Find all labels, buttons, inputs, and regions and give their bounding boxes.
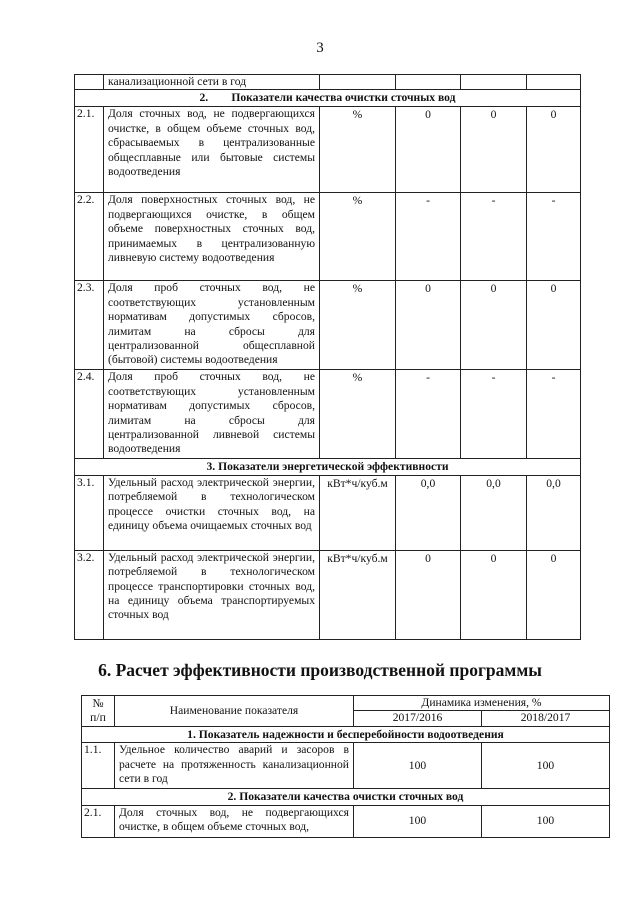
row-number-cell: 3.1. — [75, 475, 104, 550]
indicator-name-cell: Доля проб сточных вод, не соответствующих установленным нормативам допустимых сбросов, лимитам на сбросы для централизованной общесплавной (бытовой) системы водоотведения — [104, 281, 320, 370]
unit-cell: % — [320, 370, 396, 459]
value-cell — [527, 75, 581, 90]
table-row — [75, 193, 581, 281]
value-cell: 100 — [482, 743, 610, 789]
column-header-year: 2017/2016 — [354, 711, 482, 726]
table-row — [82, 805, 610, 837]
indicator-name-cell: Доля сточных вод, не подвергающихся очистке, в общем объеме сточных вод, сбрасываемых в централизованные общесплавные или бытовые системы водоотведения — [104, 107, 320, 193]
value-cell: - — [461, 370, 527, 459]
indicator-name-cell: Удельный расход электрической энергии, потребляемой в технологическом процессе транспортировки сточных вод, на единицу объема транспортируемых сточных вод — [104, 550, 320, 639]
value-cell: - — [527, 370, 581, 459]
section-header-row — [82, 726, 610, 742]
unit-cell: кВт*ч/куб.м — [320, 475, 396, 550]
value-cell: - — [396, 370, 461, 459]
table-row — [82, 743, 610, 789]
indicator-name-cell: Удельное количество аварий и засоров в расчете на протяженность канализационной сети в год — [115, 743, 354, 789]
unit-cell — [320, 75, 396, 90]
column-header-number: № п/п — [82, 696, 115, 727]
value-cell: 100 — [354, 743, 482, 789]
value-cell: 0 — [527, 550, 581, 639]
value-cell: - — [396, 193, 461, 281]
section-title: 2. Показатели качества очистки сточных вод — [75, 90, 581, 107]
table-row — [75, 281, 581, 370]
value-cell — [461, 75, 527, 90]
value-cell: 100 — [482, 805, 610, 837]
value-cell: 0,0 — [461, 475, 527, 550]
row-number-cell: 2.3. — [75, 281, 104, 370]
value-cell: 0,0 — [527, 475, 581, 550]
row-number-cell: 2.2. — [75, 193, 104, 281]
section-title: 2. Показатели качества очистки сточных вод — [82, 789, 610, 805]
section-header-row — [75, 459, 581, 475]
indicator-name-cell: Доля сточных вод, не подвергающихся очистке, в общем объеме сточных вод, — [115, 805, 354, 837]
table-row — [75, 75, 581, 90]
column-header-dynamics: Динамика изменения, % — [354, 696, 610, 711]
row-number-cell — [75, 75, 104, 90]
value-cell: - — [461, 193, 527, 281]
table-row — [75, 370, 581, 459]
section-title: 1. Показатель надежности и бесперебойности водоотведения — [82, 726, 610, 742]
value-cell: 0 — [396, 281, 461, 370]
section-header-row — [82, 789, 610, 805]
table-header-row — [82, 696, 610, 711]
row-number-cell: 2.1. — [75, 107, 104, 193]
row-number-cell: 2.1. — [82, 805, 115, 837]
value-cell: 0 — [396, 550, 461, 639]
value-cell: - — [527, 193, 581, 281]
page-number: 3 — [316, 40, 324, 56]
row-number-cell: 3.2. — [75, 550, 104, 639]
value-cell: 100 — [354, 805, 482, 837]
indicator-name-cell: Удельный расход электрической энергии, потребляемой в технологическом процессе очистки сточных вод, на единицу объема очищаемых сточных вод — [104, 475, 320, 550]
unit-cell: % — [320, 107, 396, 193]
unit-cell: % — [320, 193, 396, 281]
section-header-row — [75, 90, 581, 107]
efficiency-table — [81, 695, 610, 838]
table-row — [75, 475, 581, 550]
value-cell: 0 — [461, 550, 527, 639]
indicator-name-cell: канализационной сети в год — [104, 75, 320, 90]
unit-cell: % — [320, 281, 396, 370]
value-cell: 0 — [527, 281, 581, 370]
indicators-table — [74, 74, 581, 640]
unit-cell: кВт*ч/куб.м — [320, 550, 396, 639]
table-row — [75, 550, 581, 639]
indicator-name-cell: Доля поверхностных сточных вод, не подвергающихся очистке, в общем объеме поверхностных сточных вод, принимаемых в централизованную ливневую систему водоотведения — [104, 193, 320, 281]
row-number-cell: 1.1. — [82, 743, 115, 789]
row-number-cell: 2.4. — [75, 370, 104, 459]
column-header-name: Наименование показателя — [115, 696, 354, 727]
value-cell: 0 — [461, 281, 527, 370]
indicator-name-cell: Доля проб сточных вод, не соответствующих установленным нормативам допустимых сбросов, лимитам на сбросы для централизованной ливневой системы водоотведения — [104, 370, 320, 459]
value-cell: 0,0 — [396, 475, 461, 550]
table-row — [75, 107, 581, 193]
value-cell: 0 — [527, 107, 581, 193]
value-cell: 0 — [461, 107, 527, 193]
page-bottom-blank — [0, 848, 640, 905]
value-cell: 0 — [396, 107, 461, 193]
column-header-year: 2018/2017 — [482, 711, 610, 726]
value-cell — [396, 75, 461, 90]
section-title: 3. Показатели энергетической эффективности — [75, 459, 581, 475]
section-heading: 6. Расчет эффективности производственной программы — [98, 660, 542, 680]
